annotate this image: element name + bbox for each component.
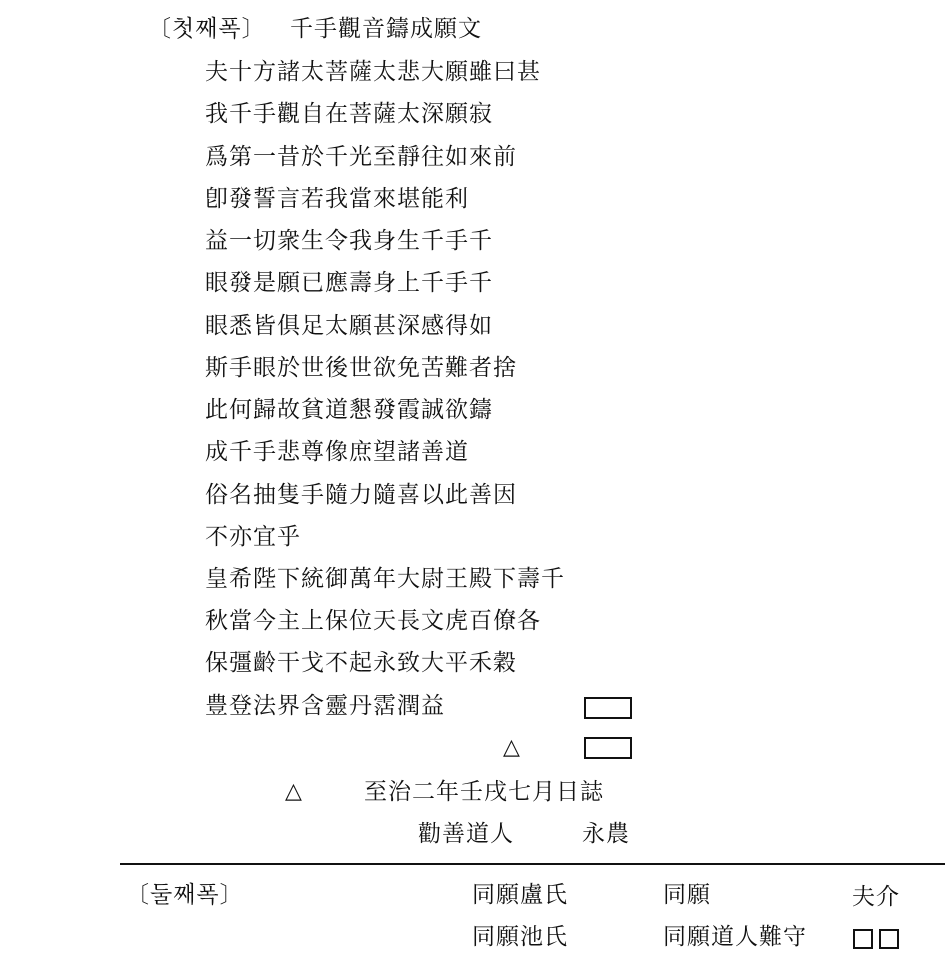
text-line-9: 此何歸故貧道懇發霞誠欲鑄: [205, 397, 493, 423]
text-line-12: 不亦宜乎: [205, 524, 301, 550]
text-line-13: 皇希陛下統御萬年大尉王殿下壽千: [205, 566, 565, 592]
text-line-5: 益一切衆生令我身生千手千: [205, 228, 493, 254]
triangle-mark: △: [285, 779, 302, 804]
donor-name: 同願: [663, 882, 711, 908]
text-line-2: 我千手觀自在菩薩太深願寂: [205, 101, 493, 127]
exhorter-name: 永農: [582, 821, 630, 847]
text-line-16: 豊登法界含靈丹霑潤益: [205, 693, 445, 719]
date-line: 至治二年壬戌七月日誌: [364, 779, 604, 805]
text-line-8: 斯手眼於世後世欲免苦難者捨: [205, 355, 517, 381]
lacuna-box: [853, 929, 873, 949]
text-line-3: 爲第一昔於千光至靜往如來前: [205, 144, 517, 170]
lacuna-box: [584, 737, 632, 759]
donor-name: 同願池氏: [472, 924, 568, 950]
lacuna-box: [879, 929, 899, 949]
lacuna-box: [584, 697, 632, 719]
text-line-10: 成千手悲尊像庶望諸善道: [205, 439, 469, 465]
text-line-4: 卽發誓言若我當來堪能利: [205, 186, 469, 212]
text-line-1: 夫十方諸太菩薩太悲大願雖曰甚: [205, 59, 541, 85]
text-line-7: 眼悉皆俱足太願甚深感得如: [205, 313, 493, 339]
text-line-11: 俗名抽隻手隨力隨喜以此善因: [205, 482, 517, 508]
first-side-label: 〔첫째폭〕: [148, 16, 266, 42]
document-title: 千手觀音鑄成願文: [290, 16, 482, 42]
donor-name: 同願盧氏: [472, 882, 568, 908]
second-side-label: 〔둘째폭〕: [126, 882, 244, 908]
section-divider: [120, 863, 945, 865]
text-line-6: 眼發是願已應壽身上千手千: [205, 270, 493, 296]
donor-name: 夫介: [852, 884, 900, 910]
text-line-14: 秋當今主上保位天長文虎百僚各: [205, 608, 541, 634]
triangle-mark: △: [503, 735, 520, 760]
exhorter-title: 勸善道人: [418, 821, 514, 847]
donor-name: 同願道人難守: [663, 924, 807, 950]
text-line-15: 保彊齡干戈不起永致大平禾穀: [205, 650, 517, 676]
